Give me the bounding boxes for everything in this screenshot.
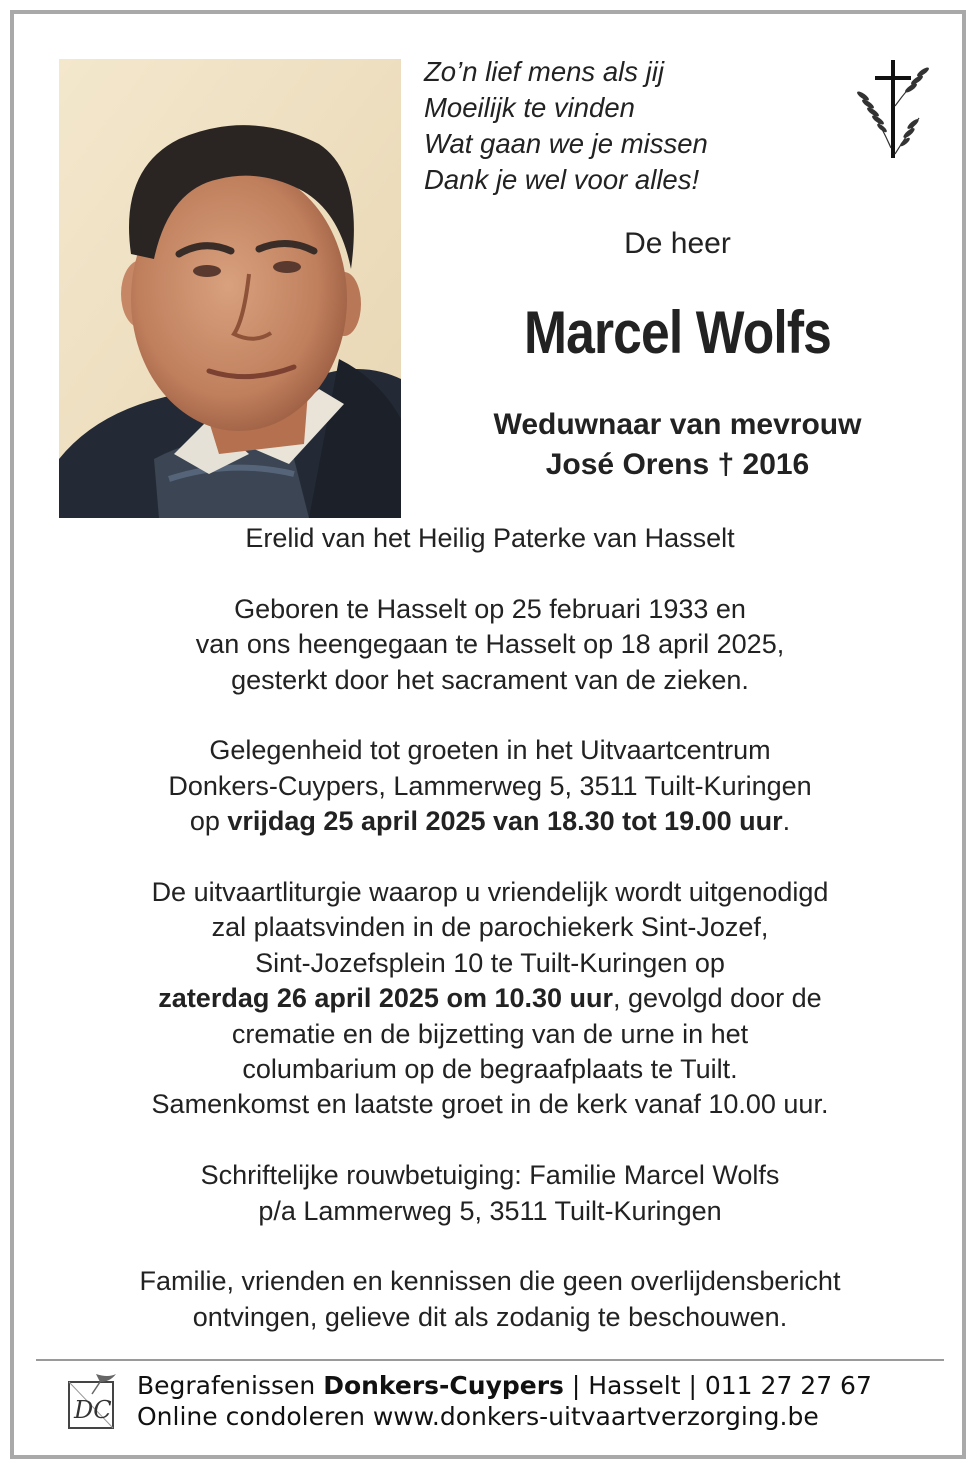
spouse-info bbox=[440, 405, 915, 485]
footer-divider bbox=[36, 1359, 944, 1361]
footer bbox=[137, 1370, 872, 1432]
poem-line: Wat gaan we je missen bbox=[424, 128, 708, 159]
funeral-line: crematie en de bijzetting van de urne in het bbox=[231, 1018, 749, 1049]
condolence-line: p/a Lammerweg 5, 3511 Tuilt-Kuringen bbox=[258, 1195, 722, 1226]
cross-with-wheat-icon bbox=[853, 58, 933, 160]
condolence-line: Schriftelijke rouwbetuiging: Familie Marcel Wolfs bbox=[200, 1160, 780, 1191]
notice-line: ontvingen, gelieve dit als zodanig te beschouwen. bbox=[192, 1301, 788, 1332]
poem-line: Dank je wel voor alles! bbox=[424, 164, 700, 195]
spouse-line: José Orens † 2016 bbox=[545, 448, 810, 481]
funeral-line: zal plaatsvinden in de parochiekerk Sint-Jozef, bbox=[211, 912, 769, 943]
footer-pre: Begrafenissen bbox=[137, 1371, 324, 1400]
birth-line: van ons heengegaan te Hasselt op 18 april 2025, bbox=[195, 629, 785, 660]
logo-text: DC bbox=[74, 1396, 112, 1424]
funeral-post: , gevolgd door de bbox=[613, 983, 822, 1014]
obituary-body bbox=[40, 521, 940, 1335]
portrait-photo bbox=[59, 59, 401, 518]
honorary-membership: Erelid van het Heilig Paterke van Hasselt bbox=[245, 523, 735, 553]
funeral-line: Samenkomst en laatste groet in de kerk vanaf 10.00 uur. bbox=[151, 1089, 829, 1120]
salutation: De heer bbox=[624, 227, 731, 260]
poem bbox=[424, 54, 708, 198]
visitation-line: Donkers-Cuypers, Lammerweg 5, 3511 Tuilt-Kuringen bbox=[168, 770, 812, 801]
visitation-line: Gelegenheid tot groeten in het Uitvaartcentrum bbox=[209, 735, 771, 766]
visitation-date: vrijdag 25 april 2025 van 18.30 tot 19.00 uur bbox=[227, 806, 783, 837]
birth-line: gesterkt door het sacrament van de zieken. bbox=[231, 664, 749, 695]
visitation-time bbox=[40, 804, 940, 839]
visitation-post: . bbox=[782, 806, 791, 837]
footer-contact: | Hasselt | 011 27 27 67 bbox=[563, 1371, 872, 1400]
spouse-line: Weduwnaar van mevrouw bbox=[493, 408, 862, 441]
footer-line-1 bbox=[137, 1370, 872, 1401]
funeral-date: zaterdag 26 april 2025 om 10.30 uur bbox=[158, 983, 614, 1014]
funeral-home-logo bbox=[66, 1372, 118, 1432]
notice-line: Familie, vrienden en kennissen die geen overlijdensbericht bbox=[139, 1266, 841, 1297]
funeral-time bbox=[40, 981, 940, 1016]
funeral-line: columbarium op de begraafplaats te Tuilt. bbox=[242, 1054, 738, 1085]
poem-line: Zo’n lief mens als jij bbox=[424, 56, 664, 87]
funeral-line: Sint-Jozefsplein 10 te Tuilt-Kuringen op bbox=[255, 947, 725, 978]
deceased-name-text: Marcel Wolfs bbox=[523, 299, 832, 366]
footer-company: Donkers-Cuypers bbox=[323, 1371, 564, 1400]
deceased-name bbox=[440, 296, 915, 370]
birth-line: Geboren te Hasselt op 25 februari 1933 en bbox=[234, 593, 746, 624]
visitation-pre: op bbox=[189, 806, 228, 837]
funeral-line: De uitvaartliturgie waarop u vriendelijk wordt uitgenodigd bbox=[151, 877, 829, 908]
poem-line: Moeilijk te vinden bbox=[424, 92, 635, 123]
footer-website[interactable]: Online condoleren www.donkers-uitvaartverzorging.be bbox=[137, 1402, 819, 1431]
